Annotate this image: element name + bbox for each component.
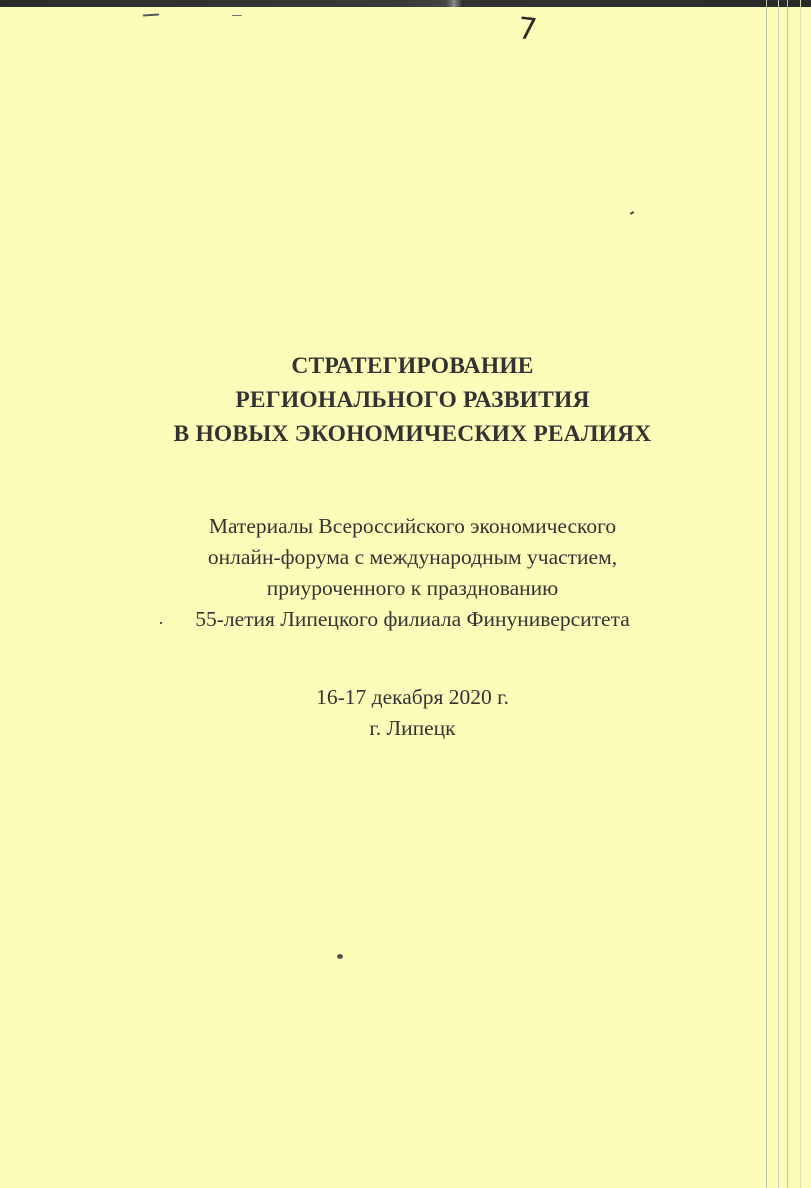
- scan-speck: [143, 13, 159, 16]
- handwritten-page-number: 7: [516, 11, 539, 48]
- subtitle-line: онлайн-форума с международным участием,: [207, 545, 618, 569]
- subtitle-line: Материалы Всероссийского экономического: [208, 514, 617, 538]
- title-line: В НОВЫХ ЭКОНОМИЧЕСКИХ РЕАЛИЯХ: [173, 421, 652, 447]
- scan-speck: [337, 954, 343, 959]
- subtitle-line: приуроченного к празднованию: [266, 576, 559, 600]
- title-line: РЕГИОНАЛЬНОГО РАЗВИТИЯ: [235, 387, 590, 413]
- document-subtitle: [0, 511, 811, 635]
- document-title: [0, 349, 811, 451]
- event-dates: 16-17 декабря 2020 г.: [316, 685, 509, 709]
- scan-top-edge: [0, 0, 811, 7]
- subtitle-line: 55-летия Липецкого филиала Финуниверситета: [195, 607, 630, 631]
- event-city: г. Липецк: [369, 716, 456, 740]
- scan-speck: [232, 15, 242, 16]
- event-info: [0, 682, 811, 744]
- title-line: СТРАТЕГИРОВАНИЕ: [291, 353, 534, 379]
- scan-speck: [630, 211, 634, 215]
